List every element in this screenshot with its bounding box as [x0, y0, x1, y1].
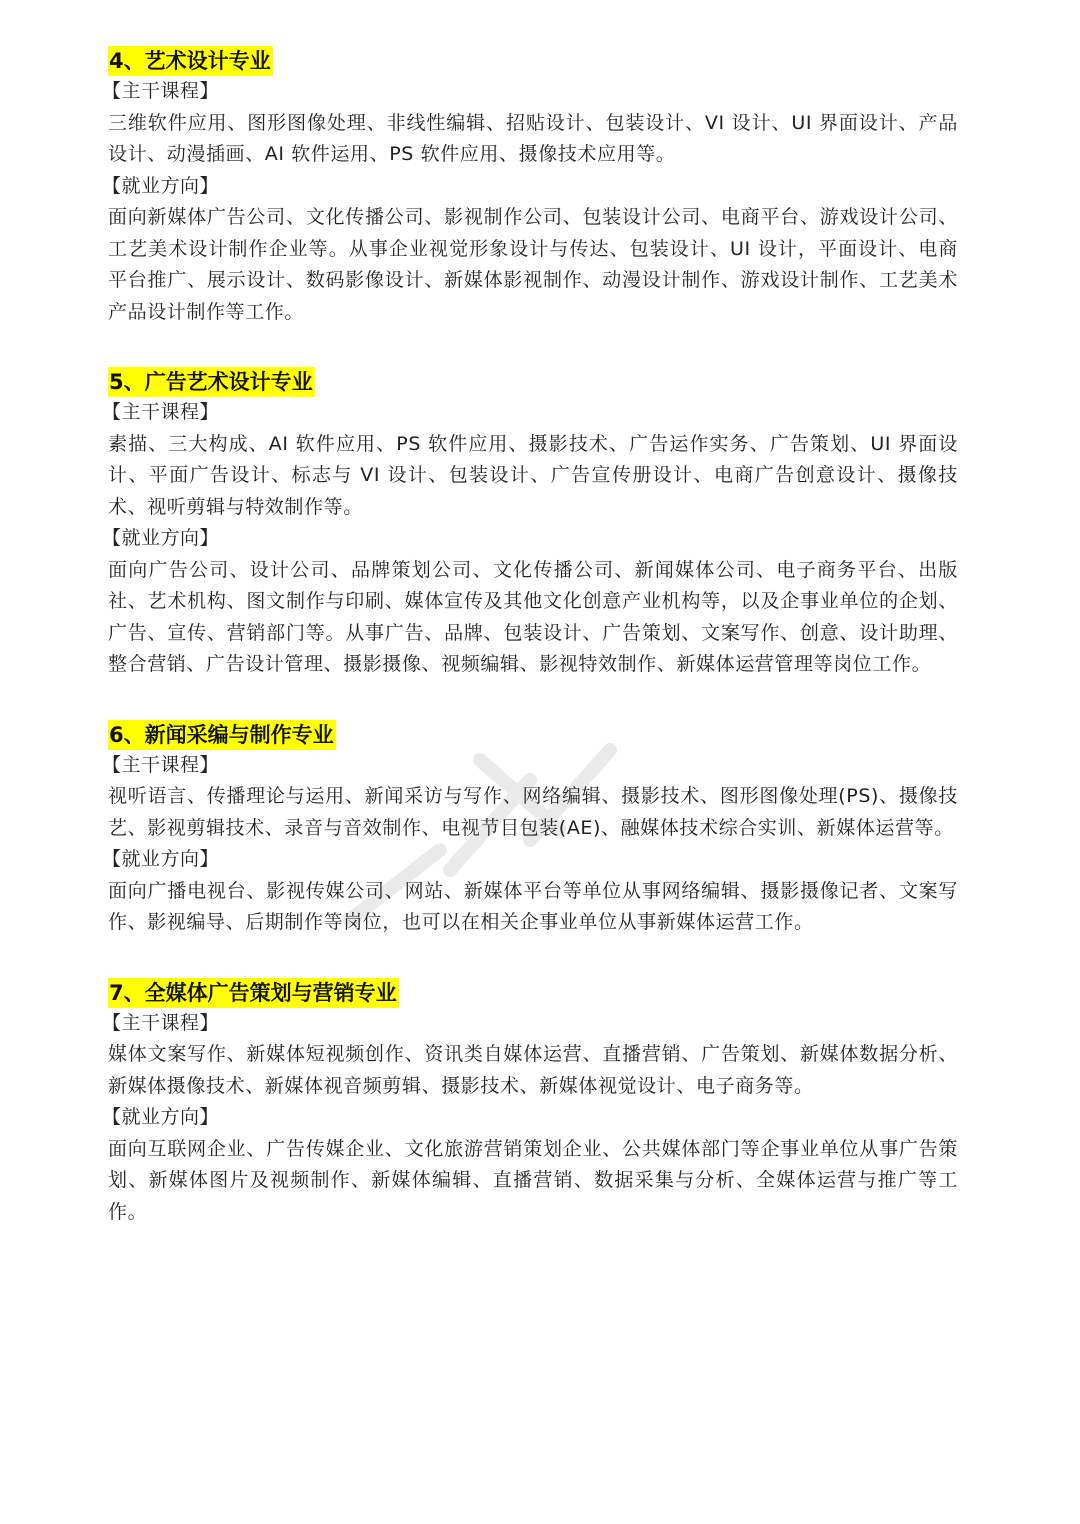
- jobs-label: 【就业方向】: [102, 848, 220, 870]
- major-section-6: [102, 718, 958, 939]
- courses-label: 【主干课程】: [102, 80, 220, 102]
- jobs-text: 面向广播电视台、影视传媒公司、网站、新媒体平台等单位从事网络编辑、摄影摄像记者、文案写作、影视编导、后期制作等岗位，也可以在相关企事业单位从事新媒体运营工作。: [108, 879, 958, 933]
- courses-label: 【主干课程】: [102, 401, 220, 423]
- section-title: 4、艺术设计专业: [108, 46, 273, 76]
- major-section-7: [102, 976, 958, 1229]
- section-title: 7、全媒体广告策划与营销专业: [108, 978, 399, 1008]
- jobs-label: 【就业方向】: [102, 527, 220, 549]
- courses-text: 三维软件应用、图形图像处理、非线性编辑、招贴设计、包装设计、VI 设计、UI 界面设计、产品设计、动漫插画、AI 软件运用、PS 软件应用、摄像技术应用等。: [108, 111, 958, 165]
- document-content: [102, 44, 958, 1265]
- courses-label: 【主干课程】: [102, 753, 220, 776]
- jobs-text: 面向广告公司、设计公司、品牌策划公司、文化传播公司、新闻媒体公司、电子商务平台、出版社、艺术机构、图文制作与印刷、媒体宣传及其他文化创意产业机构等，以及企事业单位的企划、广告、宣传、营销部门等。从事广告、品牌、包装设计、广告策划、文案写作、创意、设计助理、整合营销、广告设计管理、摄影摄像、视频编辑、影视特效制作、新媒体运营管理等岗位工作。: [108, 558, 958, 675]
- courses-text: 媒体文案写作、新媒体短视频创作、资讯类自媒体运营、直播营销、广告策划、新媒体数据分析、新媒体摄像技术、新媒体视音频剪辑、摄影技术、新媒体视觉设计、电子商务等。: [108, 1043, 958, 1097]
- courses-text: 素描、三大构成、AI 软件应用、PS 软件应用、摄影技术、广告运作实务、广告策划、UI 界面设计、平面广告设计、标志与 VI 设计、包装设计、广告宣传册设计、电商广告创意设计、摄像技术、视听剪辑与特效制作等。: [108, 432, 958, 518]
- jobs-label: 【就业方向】: [102, 1106, 220, 1128]
- courses-text: 视听语言、传播理论与运用、新闻采访与写作、网络编辑、摄影技术、图形图像处理(PS)、摄像技艺、影视剪辑技术、录音与音效制作、电视节目包装(AE)、融媒体技术综合实训、新媒体运营等。: [108, 785, 958, 839]
- jobs-label: 【就业方向】: [102, 174, 220, 197]
- courses-label: 【主干课程】: [102, 1011, 220, 1034]
- major-section-4: [102, 44, 958, 328]
- jobs-text: 面向互联网企业、广告传媒企业、文化旅游营销策划企业、公共媒体部门等企事业单位从事广告策划、新媒体图片及视频制作、新媒体编辑、直播营销、数据采集与分析、全媒体运营与推广等工作。: [108, 1137, 958, 1223]
- section-title: 5、广告艺术设计专业: [108, 367, 315, 397]
- section-title: 6、新闻采编与制作专业: [108, 720, 336, 750]
- jobs-text: 面向新媒体广告公司、文化传播公司、影视制作公司、包装设计公司、电商平台、游戏设计公司、工艺美术设计制作企业等。从事企业视觉形象设计与传达、包装设计、UI 设计，平面设计、电商平台推广、展示设计、数码影像设计、新媒体影视制作、动漫设计制作、游戏设计制作、工艺美术产品设计制作等工作。: [108, 206, 958, 323]
- major-section-5: [102, 365, 958, 681]
